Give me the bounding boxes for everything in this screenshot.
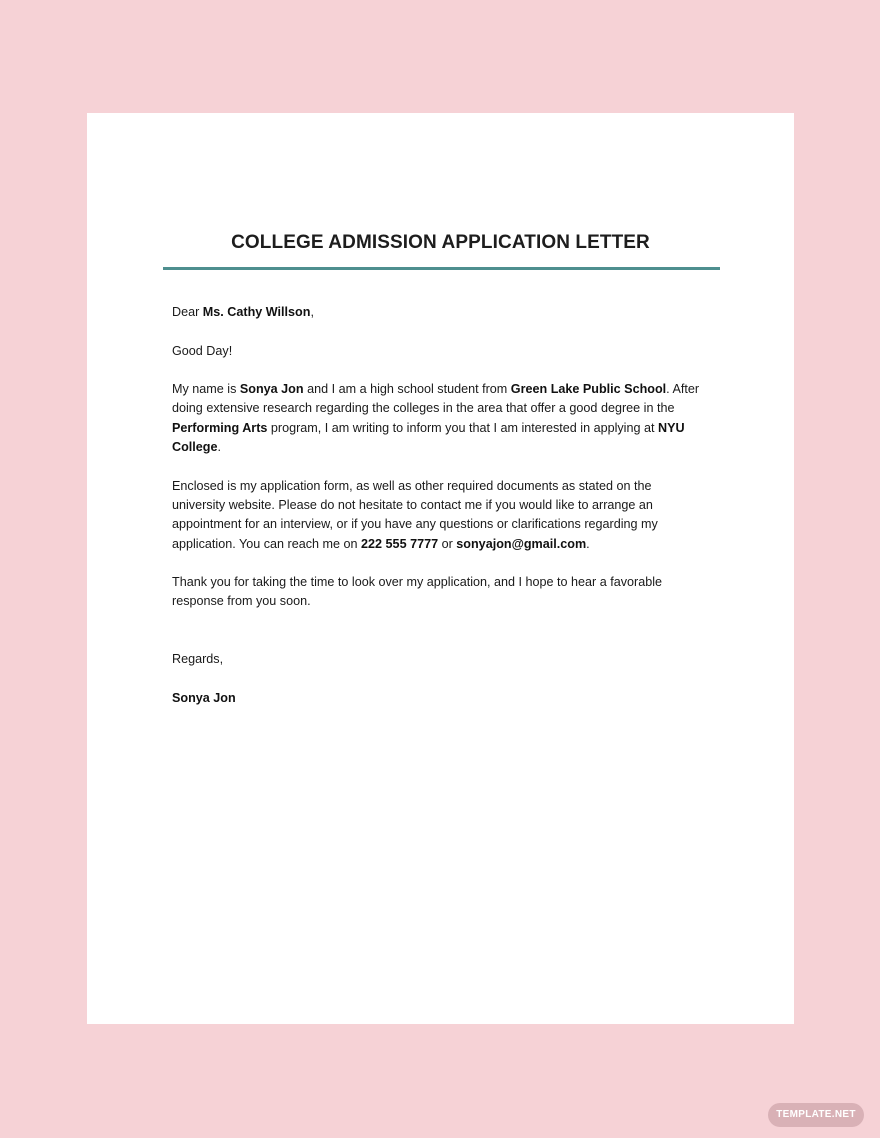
template-net-watermark: TEMPLATE.NET <box>768 1103 864 1127</box>
recipient-name: Ms. Cathy Willson <box>202 305 311 319</box>
signature-name: Sonya Jon <box>172 690 236 705</box>
letter-body <box>172 303 702 728</box>
greeting: Good Day! <box>172 343 233 358</box>
letter-page <box>87 113 794 1024</box>
closing: Regards, <box>172 652 224 667</box>
paragraph-enclosure: Enclosed is my application form, as well as other required documents as stated on the university website. Please do not hesitate to contact me if you would like to arrange an appointment for an interview, or if you have any questions or clarifications regarding my application. You can reach me on 222 555 7777 or sonyajon@gmail.com. <box>172 478 658 551</box>
salutation-prefix: Dear <box>172 305 203 319</box>
school-name: Green Lake Public School <box>510 382 667 397</box>
sender-name: Sonya Jon <box>239 382 304 397</box>
letter-title: COLLEGE ADMISSION APPLICATION LETTER <box>231 232 650 253</box>
signature <box>172 689 702 708</box>
email-address: sonyajon@gmail.com <box>456 536 587 551</box>
phone-number: 222 555 7777 <box>361 536 439 551</box>
salutation <box>172 303 702 322</box>
salutation-suffix: , <box>310 305 314 319</box>
paragraph-intro: My name is Sonya Jon and I am a high school student from Green Lake Public School. After doing extensive research regarding the colleges in the area that offer a good degree in the Performing Arts program, I am writing to inform you that I am interested in applying at NYU College. <box>172 382 700 455</box>
title-divider <box>163 267 720 270</box>
college-name: NYU College <box>172 420 685 455</box>
program-name: Performing Arts <box>172 420 268 435</box>
paragraph-thanks: Thank you for taking the time to look over my application, and I hope to hear a favorable response from you soon. <box>172 575 663 609</box>
